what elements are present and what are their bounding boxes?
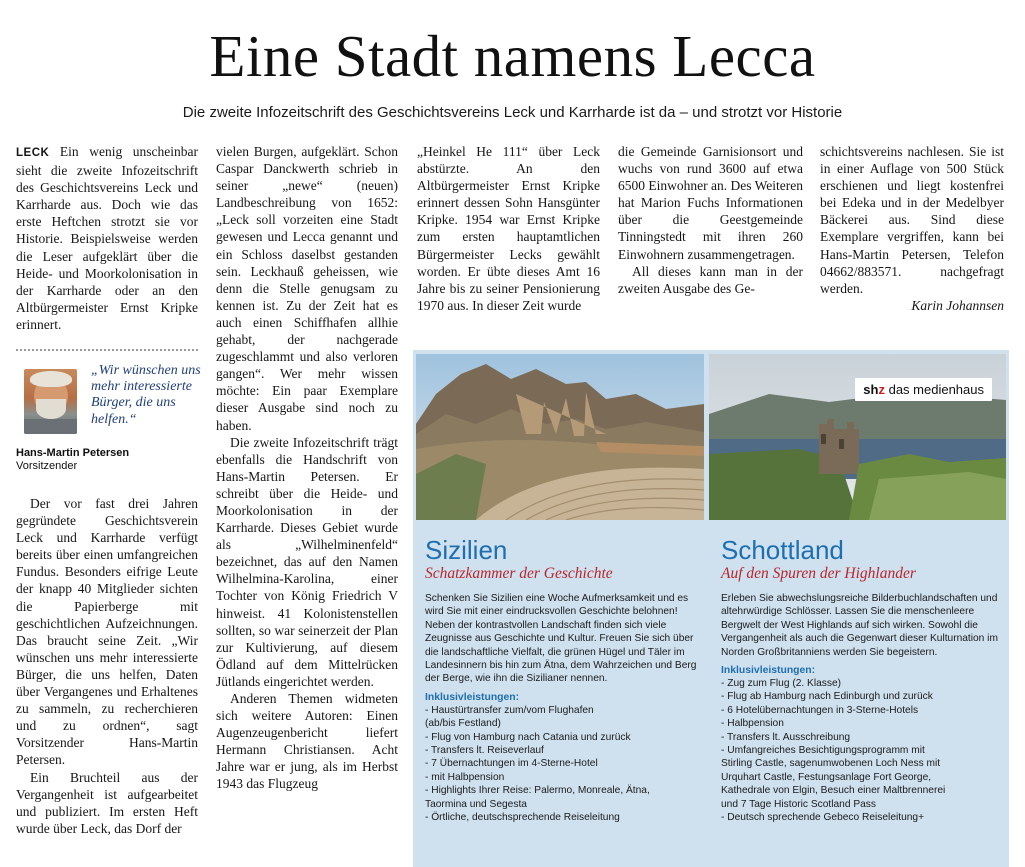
list-item: Taormina und Segesta xyxy=(425,798,527,810)
intro-text: Ein wenig unscheinbar sieht die zweite Infozeitschrift des Geschichtsvereins Leck und Karrharde aus. Doch wie das erste Heftchen strotzt sie vor Historie. Beispielsweise werden die Leser aufgeklärt über die Heide- und Moorkolonisation in der Karrharde oder an den Altbürgermeister Ernst Kripke erinnert. xyxy=(16,144,199,332)
scotland-castle-photo xyxy=(709,354,1006,520)
list-item: - Flug von Hamburg nach Catania und zurück xyxy=(425,731,631,743)
article-paragraph: Ein Bruchteil aus der Vergangenheit ist aufgearbeitet und publiziert. Im ersten Heft wurde über Leck, das Dorf der xyxy=(16,769,198,836)
article-paragraph: Anderen Themen widmeten sich weitere Autoren: Einen Augenzeugenbericht liefert Hermann Christiansen. Acht Jahre war er jung, als im Herbst 1943 das Flugzeug xyxy=(216,691,398,792)
article-paragraph: All dieses kann man in der zweiten Ausgabe des Ge- xyxy=(618,263,803,296)
list-item: Stirling Castle, sagenumwobenen Loch Ness mit xyxy=(721,758,941,770)
scotland-offer xyxy=(721,535,1001,825)
scotland-title: Schottland xyxy=(721,535,844,565)
sicily-subtitle: Schatzkammer der Geschichte xyxy=(425,565,613,582)
sicily-title: Sizilien xyxy=(425,535,508,565)
quote-person-name: Hans-Martin Petersen xyxy=(16,447,130,459)
dateline: LECK xyxy=(16,147,50,159)
list-item: Kathedrale von Elgin, Besuch einer Maltbrennerei xyxy=(721,785,946,797)
article-paragraph: schichtsvereins nachlesen. Sie ist in einer Auflage von 500 Stück erschienen und liegt kostenfrei bei Edeka und in der Medelbyer Bäckerei aus. Sind diese Exemplare vergriffen, kann bei Hans-Martin Petersen, Telefon 04662/883571. nachgefragt werden. xyxy=(820,144,1004,296)
list-item: - 7 Übernachtungen im 4-Sterne-Hotel xyxy=(425,758,598,770)
quote-box xyxy=(16,349,201,473)
sicily-theater-photo xyxy=(416,354,704,520)
article-column-1 xyxy=(16,143,198,333)
article-paragraph: Der vor fast drei Jahren gegründete Geschichtsverein Leck und Karrharde verfügt bereits über einen umfangreichen Fundus. Besonders eifrige Leute der knapp 40 Mitglieder sichten die Papierberge mit geschichtlichen Aufzeichnungen. Das braucht seine Zeit. „Wir wünschen uns mehr interessierte Bürger, die uns helfen, Daten über Vergangenes und Erhaltenes zu sammeln, zu recherchieren und zu ordnen“, sagt Vorsitzender Hans-Martin Petersen. xyxy=(16,496,198,768)
list-item: - Transfers lt. Ausschreibung xyxy=(721,731,851,743)
sicily-inclusions-list xyxy=(425,704,700,825)
list-item: - Zug zum Flug (2. Klasse) xyxy=(721,678,842,690)
travel-advertisement xyxy=(413,350,1009,867)
list-item: - Haustürtransfer zum/vom Flughafen xyxy=(425,704,594,716)
article-column-3 xyxy=(417,143,600,314)
list-item: - Örtliche, deutschsprechende Reiseleitung xyxy=(425,812,620,824)
subheadline: Die zweite Infozeitschrift des Geschichtsvereins Leck und Karrharde ist da – und strotzt vor Historie xyxy=(182,104,843,121)
article-column-5 xyxy=(820,143,1004,314)
list-item: - mit Halbpension xyxy=(425,771,505,783)
list-item: - Halbpension xyxy=(721,718,784,730)
author-byline: Karin Johannsen xyxy=(911,297,1004,313)
sicily-offer xyxy=(425,535,700,825)
scotland-inclusions-list xyxy=(721,677,1001,824)
scotland-subtitle: Auf den Spuren der Highlander xyxy=(721,565,916,582)
list-item: - Flug ab Hamburg nach Edinburgh und zurück xyxy=(721,691,933,703)
list-item: - Umfangreiches Besichtigungsprogramm mit xyxy=(721,745,925,757)
list-item: Urquhart Castle, Festungsanlage Fort George, xyxy=(721,771,932,783)
list-item: - Transfers lt. Reiseverlauf xyxy=(425,745,544,757)
pull-quote: „Wir wünschen uns mehr interessierte Bürger, die uns helfen.“ xyxy=(91,363,201,427)
list-item: und 7 Tage Historic Scotland Pass xyxy=(721,798,876,810)
scotland-description: Erleben Sie abwechslungsreiche Bilderbuchlandschaften und altehrwürdige Schlösser. Lassen Sie die menschenleere Bergwelt der West Highlands auf sich wirken. Sowohl die Vergangenheit als auch die Gegenwart dieser Kulturnation im Norden Großbritanniens werden Sie begeistern. xyxy=(721,593,998,658)
avatar xyxy=(24,369,77,434)
list-item: - Deutsch sprechende Gebeco Reiseleitung+ xyxy=(721,812,925,824)
headline: Eine Stadt namens Lecca xyxy=(209,23,816,89)
quote-person-role: Vorsitzender xyxy=(16,460,78,472)
article-paragraph: „Heinkel He 111“ über Leck abstürzte. An den Altbürgermeister Ernst Kripke erinnert dessen Sohn Hansgünter Kripke. 1954 war Ernst Kripke zum ersten hauptamtlichen Bürgermeister Lecks gewählt worden. Er übte dieses Amt 16 Jahre bis zu seiner Pensionierung 1970 aus. In dieser Zeit wurde xyxy=(417,144,600,313)
article-column-4 xyxy=(618,143,803,297)
article-paragraph: Die zweite Infozeitschrift trägt ebenfalls die Handschrift von Hans-Martin Petersen. Er schreibt über die Heide- und Moorkolonisation in der Karrharde. Dieses Gebiet wurde als „Wilhelminenfeld“ bezeichnet, das auf den Namen Wilhelmina-Karolina, einer Tochter von König Friedrich V hinweist. 41 Kolonistenstellen sollten, so war seinerzeit der Plan zur Kultivierung, auf diesem Ödland auf dem Mittelrücken Jütlands eingerichtet werden. xyxy=(216,434,398,689)
list-item: - Highlights Ihrer Reise: Palermo, Monreale, Ätna, xyxy=(425,785,650,797)
list-item: - 6 Hotelübernachtungen in 3-Sterne-Hotels xyxy=(721,704,919,716)
article-paragraph: die Gemeinde Garnisionsort und wuchs von rund 3600 auf etwa 6500 Einwohner an. Des Weiteren hat Marion Fuchs Informationen über die Geestgemeinde Tinningstedt mit ihren 260 Einwohnern zusammengetragen. xyxy=(618,144,803,262)
article-intro xyxy=(16,143,198,333)
article-column-2 xyxy=(216,143,398,793)
list-item: (ab/bis Festland) xyxy=(425,718,501,730)
brand-logo: shz das medienhaus xyxy=(855,378,992,401)
sicily-inclusions-label: Inklusivleistungen: xyxy=(425,691,520,703)
sicily-description: Schenken Sie Sizilien eine Woche Aufmerksamkeit und es wird Sie mit einer eindrucksvollen Geschichte belohnen! Neben der kontrastvollen Landschaft finden sich viele Zeugnisse aus Geschichte und Kultur. Freuen Sie sich über die landschaftliche Vielfalt, die grünen Hügel und Täler im Landesinnern bis hin zum Ätna, dem Wahrzeichen und Berg der Berge, wie ihn die Sizilianer nennen. xyxy=(425,593,697,685)
article-column-1-lower xyxy=(16,495,198,837)
scotland-inclusions-label: Inklusivleistungen: xyxy=(721,665,816,677)
article-paragraph: vielen Burgen, aufgeklärt. Schon Caspar Danckwerth schrieb in seiner „newe“ (neuen) Landbeschreibung von 1652: „Leck soll vorzeiten eine Stadt gewesen und Lecca genannt und ein Schloss daselbst gestanden sein. Leckhauß geheissen, wie denn die Stelle genugsam zu kennen ist. Zu der Zeit hat es auch einen Schiffhafen allhie gehabt, der nachgerade zugeschlammt und also verloren gangen“. Wer mehr wissen möchte: Ein paar Exemplare dieser Ausgabe sind noch zu haben. xyxy=(216,144,398,433)
